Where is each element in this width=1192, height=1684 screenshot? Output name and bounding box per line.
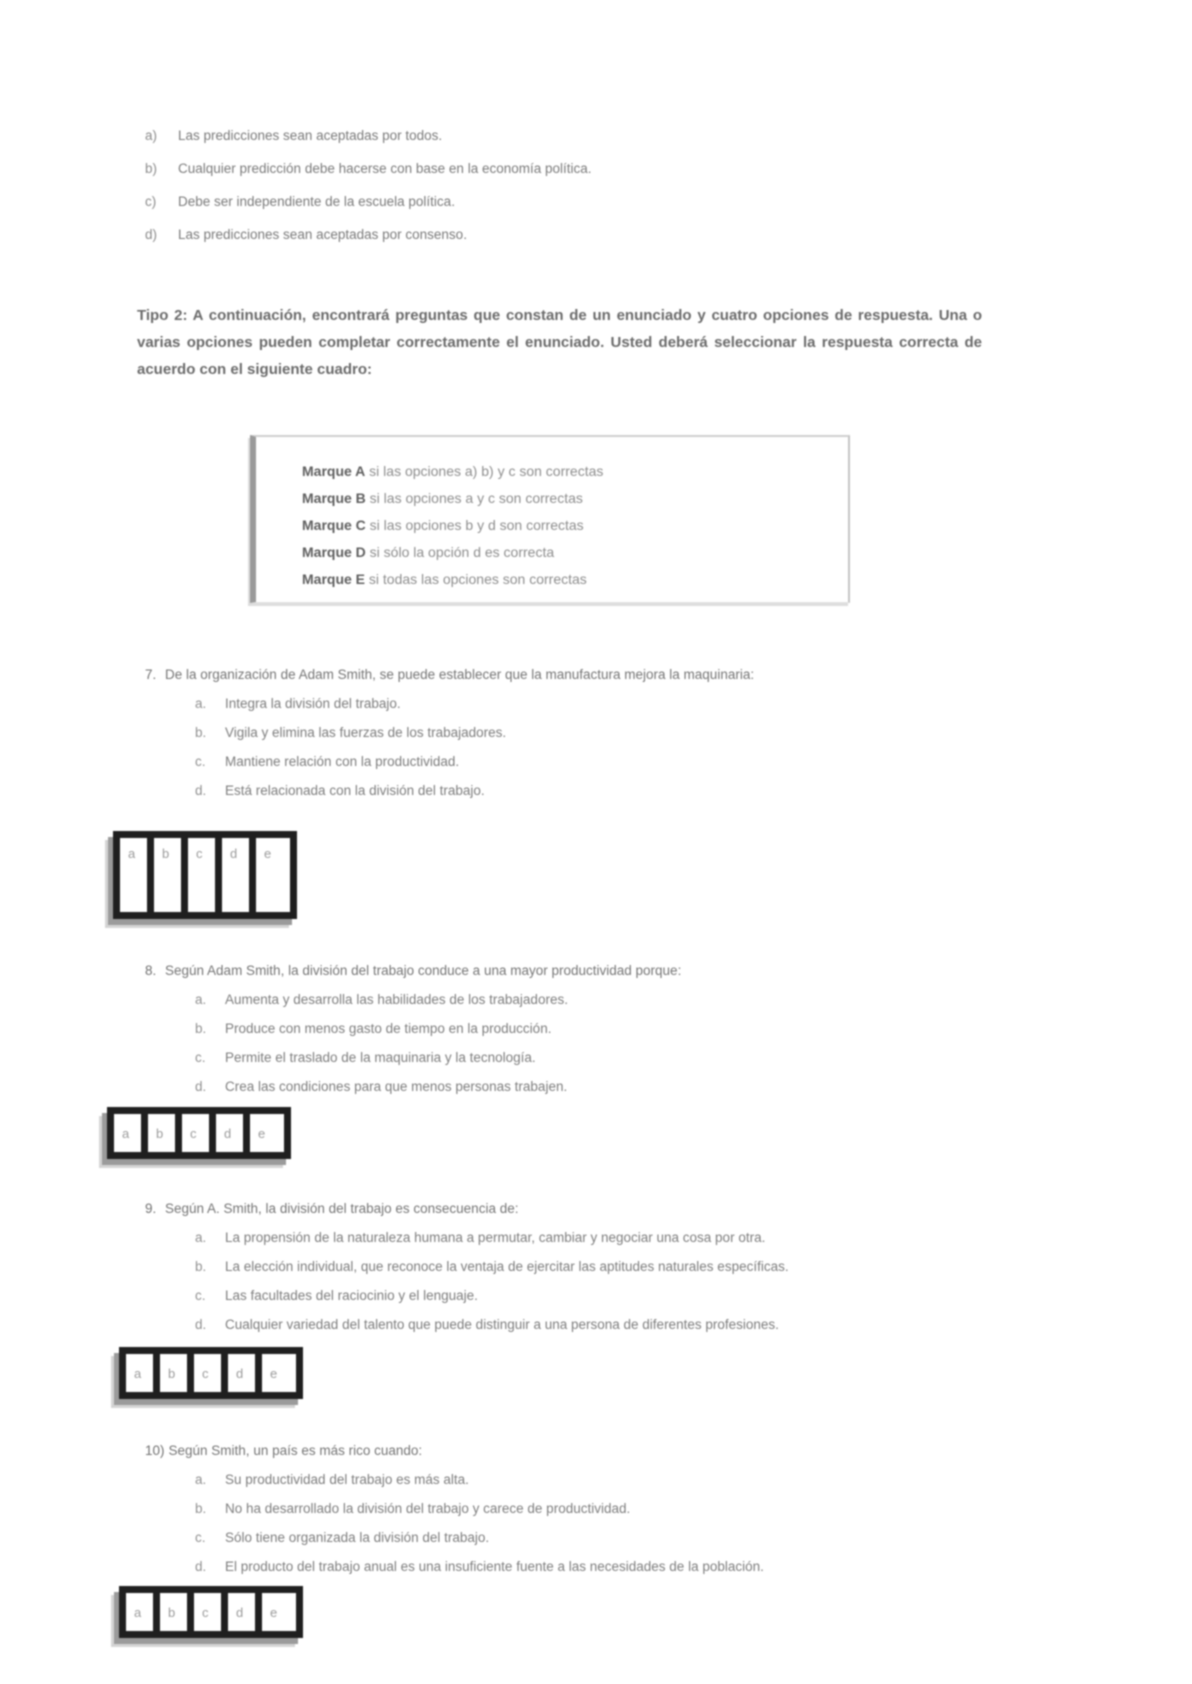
answer-grid-q9	[119, 1347, 303, 1399]
answer-grid-cell	[228, 1593, 262, 1631]
option-item	[145, 1077, 1192, 1097]
option-text: Su productividad del trabajo es más alta.	[225, 1472, 469, 1487]
option-marker: d)	[145, 227, 158, 242]
option-item	[145, 1499, 1192, 1519]
option-text: Vigila y elimina las fuerzas de los trabajadores.	[225, 725, 507, 740]
answer-grid-cell	[256, 838, 290, 912]
answer-grid-q10	[119, 1586, 303, 1638]
answer-grid-cell	[114, 1114, 148, 1152]
answer-grid-letter: b	[156, 1125, 164, 1141]
option-text: Integra la división del trabajo.	[225, 696, 401, 711]
answer-key-line	[302, 539, 848, 566]
option-marker: d.	[195, 1317, 207, 1332]
option-text: El producto del trabajo anual es una insuficiente fuente a las necesidades de la población.	[225, 1559, 764, 1574]
answer-grid-letter: a	[134, 1365, 142, 1381]
answer-grid-cell	[194, 1354, 228, 1392]
answer-grid-letter: e	[258, 1125, 266, 1141]
option-marker: d.	[195, 1079, 207, 1094]
option-text: Las predicciones sean aceptadas por consenso.	[178, 227, 467, 242]
question-text: Según Smith, un país es más rico cuando:	[168, 1443, 423, 1458]
option-item	[145, 781, 1192, 801]
option-text: Las predicciones sean aceptadas por todos.	[178, 128, 443, 143]
question-8	[122, 961, 1192, 1159]
option-marker: d.	[195, 1559, 207, 1574]
answer-grid-letter: b	[168, 1365, 176, 1381]
option-item	[145, 752, 1192, 772]
option-marker: c.	[195, 1050, 206, 1065]
option-item	[145, 1286, 1192, 1306]
answer-grid-letter: e	[264, 846, 272, 861]
question-number: 8.	[145, 963, 157, 978]
option-item	[145, 1470, 1192, 1490]
answer-grid-letter: d	[224, 1125, 232, 1141]
instructions-paragraph: Tipo 2: A continuación, encontrará preguntas que constan de un enunciado y cuatro opciones de respuesta. Una o varias opciones pueden completar correctamente el enunciado. Usted deberá seleccionar la respuesta correcta de acuerdo con el siguiente cuadro:	[137, 307, 982, 378]
answer-key-line	[302, 566, 848, 593]
option-marker: b)	[145, 161, 158, 176]
answer-grid-cell	[182, 1114, 216, 1152]
question-text: Según A. Smith, la división del trabajo es consecuencia de:	[165, 1201, 519, 1216]
option-text: Produce con menos gasto de tiempo en la producción.	[225, 1021, 552, 1036]
marque-prefix: Marque E	[302, 571, 366, 587]
answer-grid-letter: c	[202, 1604, 209, 1620]
answer-grid-letter: a	[134, 1604, 142, 1620]
answer-grid-cell	[120, 838, 154, 912]
answer-grid-cell	[222, 838, 256, 912]
question-text: De la organización de Adam Smith, se puede establecer que la manufactura mejora la maquinaria:	[165, 667, 755, 682]
answer-grid-cell	[194, 1593, 228, 1631]
option-text: Sólo tiene organizada la división del trabajo.	[225, 1530, 490, 1545]
option-item	[145, 1557, 1192, 1577]
option-marker: b.	[195, 1259, 207, 1274]
option-marker: c.	[195, 1530, 206, 1545]
option-text: Debe ser independiente de la escuela política.	[178, 194, 455, 209]
answer-key-line	[302, 458, 848, 485]
options-list	[145, 694, 1192, 801]
list-item	[145, 192, 1192, 212]
question-10	[134, 1441, 1192, 1638]
marque-prefix: Marque D	[302, 544, 366, 560]
answer-grid-letter: e	[270, 1365, 278, 1381]
option-marker: c.	[195, 1288, 206, 1303]
option-marker: a)	[145, 128, 158, 143]
answer-grid-cell	[148, 1114, 182, 1152]
option-text: Mantiene relación con la productividad.	[225, 754, 460, 769]
answer-grid-letter: a	[122, 1125, 130, 1141]
option-marker: a.	[195, 1230, 207, 1245]
option-text: Permite el traslado de la maquinaria y la tecnología.	[225, 1050, 536, 1065]
answer-grid-letter: e	[270, 1604, 278, 1620]
option-item	[145, 1257, 1192, 1277]
answer-key-line	[302, 512, 848, 539]
answer-grid-letter: a	[128, 846, 136, 861]
list-item	[145, 159, 1192, 179]
marque-text: si todas las opciones son correctas	[365, 571, 587, 587]
question-header	[145, 1199, 1192, 1219]
option-text: Aumenta y desarrolla las habilidades de los trabajadores.	[225, 992, 568, 1007]
answer-grid-cell	[126, 1593, 160, 1631]
option-text: Las facultades del raciocinio y el lenguaje.	[225, 1288, 478, 1303]
option-marker: b.	[195, 725, 207, 740]
marque-text: si las opciones b y d son correctas	[365, 517, 584, 533]
options-list	[145, 1228, 1192, 1335]
option-marker: a.	[195, 992, 207, 1007]
option-text: La propensión de la naturaleza humana a permutar, cambiar y negociar una cosa por otra.	[225, 1230, 766, 1245]
option-item	[145, 1315, 1192, 1335]
option-item	[145, 1528, 1192, 1548]
option-item	[145, 694, 1192, 714]
answer-grid-letter: d	[230, 846, 238, 861]
options-list	[145, 1470, 1192, 1577]
option-marker: b.	[195, 1501, 207, 1516]
marque-text: si las opciones a) b) y c son correctas	[365, 463, 604, 479]
answer-grid-letter: b	[168, 1604, 176, 1620]
list-item	[145, 225, 1192, 245]
marque-prefix: Marque C	[302, 517, 366, 533]
option-marker: d.	[195, 783, 207, 798]
answer-key-box	[250, 435, 850, 603]
options-list	[145, 990, 1192, 1097]
answer-grid-cell	[250, 1114, 284, 1152]
question-7	[128, 665, 1192, 919]
answer-grid-q8	[107, 1107, 291, 1159]
list-item	[145, 126, 1192, 146]
answer-grid-letter: c	[196, 846, 203, 861]
option-text: No ha desarrollado la división del trabajo y carece de productividad.	[225, 1501, 631, 1516]
previous-question-options	[145, 0, 1192, 245]
answer-grid-cell	[160, 1354, 194, 1392]
marque-prefix: Marque B	[302, 490, 366, 506]
answer-grid-cell	[216, 1114, 250, 1152]
answer-grid-cell	[160, 1593, 194, 1631]
marque-text: si las opciones a y c son correctas	[365, 490, 583, 506]
option-marker: a.	[195, 1472, 207, 1487]
option-text: Cualquier predicción debe hacerse con base en la economía política.	[178, 161, 592, 176]
question-number: 9.	[145, 1201, 157, 1216]
option-text: La elección individual, que reconoce la ventaja de ejercitar las aptitudes naturales específicas.	[225, 1259, 789, 1274]
option-text: Está relacionada con la división del trabajo.	[225, 783, 485, 798]
marque-text: si sólo la opción d es correcta	[365, 544, 555, 560]
answer-grid-cell	[262, 1593, 296, 1631]
answer-grid-letter: d	[236, 1604, 244, 1620]
answer-grid-cell	[262, 1354, 296, 1392]
option-text: Crea las condiciones para que menos personas trabajen.	[225, 1079, 568, 1094]
option-item	[145, 1048, 1192, 1068]
answer-grid-cell	[126, 1354, 160, 1392]
option-item	[145, 1019, 1192, 1039]
answer-grid-cell	[154, 838, 188, 912]
question-header	[145, 665, 1192, 685]
question-text: Según Adam Smith, la división del trabajo conduce a una mayor productividad porque:	[165, 963, 682, 978]
answer-grid-cell	[188, 838, 222, 912]
option-marker: c.	[195, 754, 206, 769]
answer-grid-letter: c	[202, 1365, 209, 1381]
answer-grid-cell	[228, 1354, 262, 1392]
option-marker: c)	[145, 194, 157, 209]
option-item	[145, 990, 1192, 1010]
option-marker: b.	[195, 1021, 207, 1036]
question-header	[145, 961, 1192, 981]
option-item	[145, 1228, 1192, 1248]
option-marker: a.	[195, 696, 207, 711]
answer-key-line	[302, 485, 848, 512]
question-number: 7.	[145, 667, 157, 682]
question-header	[145, 1441, 1192, 1461]
marque-prefix: Marque A	[302, 463, 366, 479]
answer-grid-letter: c	[190, 1125, 197, 1141]
option-text: Cualquier variedad del talento que puede distinguir a una persona de diferentes profesiones.	[225, 1317, 779, 1332]
answer-grid-letter: b	[162, 846, 170, 861]
option-item	[145, 723, 1192, 743]
question-9	[134, 1199, 1192, 1399]
question-number: 10)	[145, 1443, 165, 1458]
answer-grid-q7	[113, 831, 297, 919]
answer-grid-letter: d	[236, 1365, 244, 1381]
